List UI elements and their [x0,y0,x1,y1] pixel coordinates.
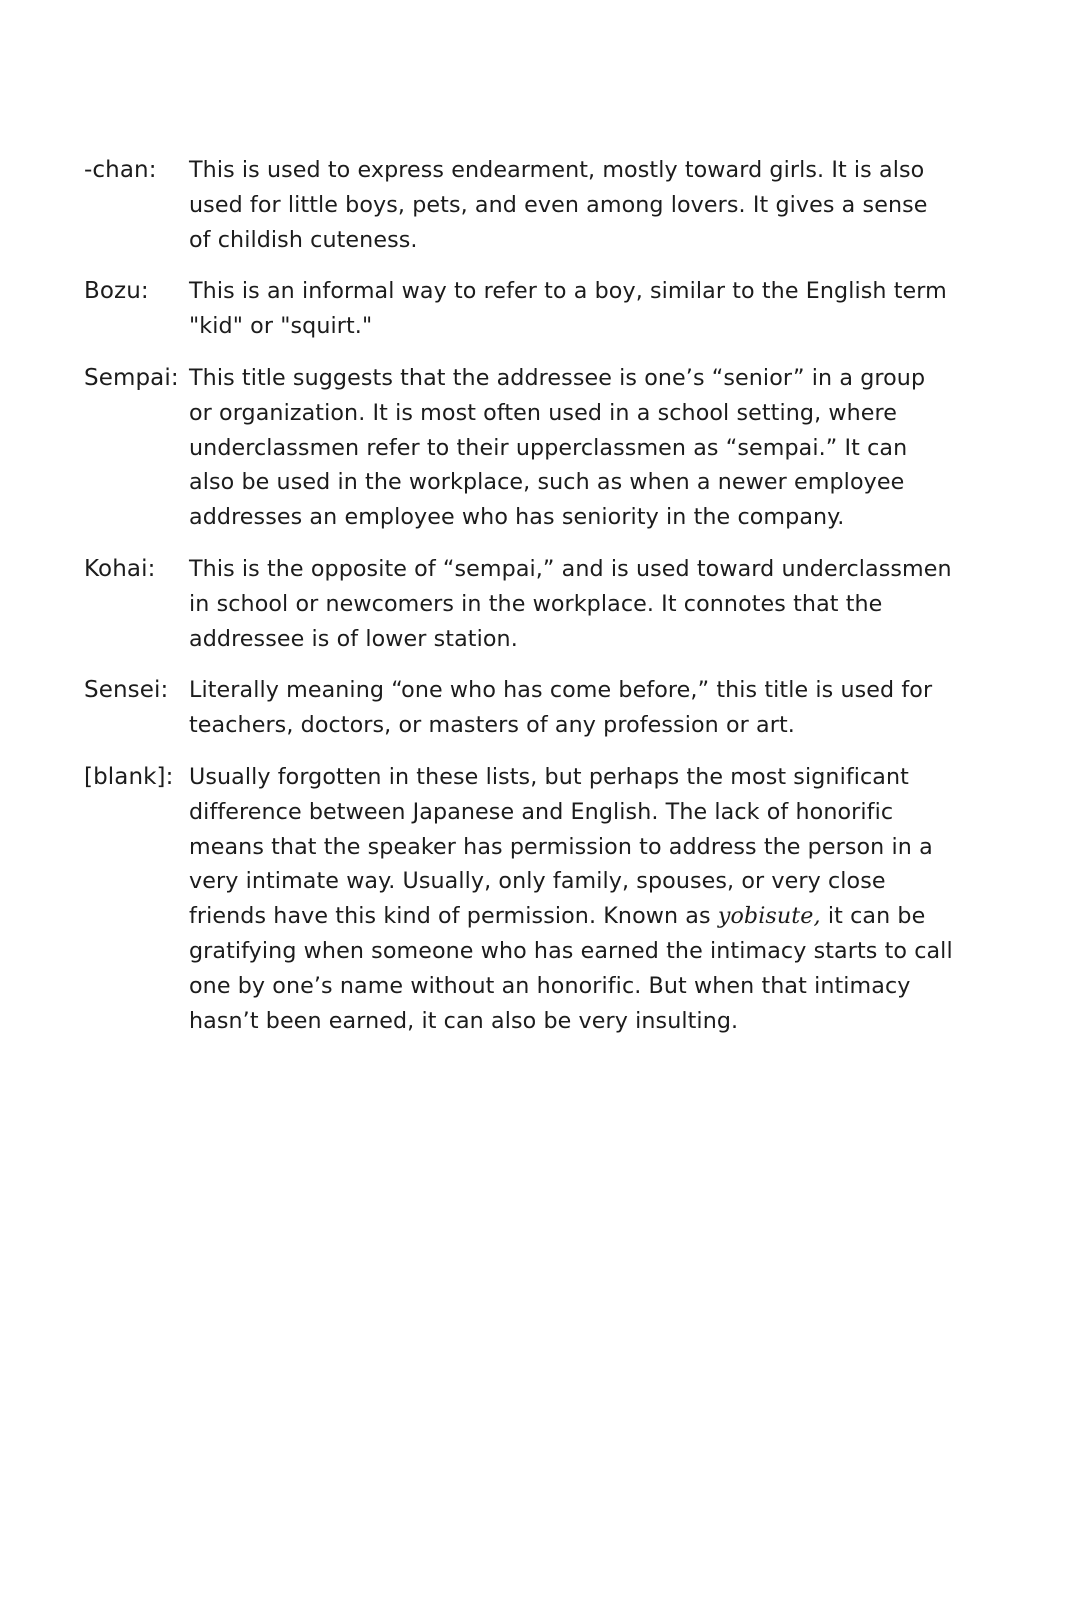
glossary-entry-sempai [84,361,954,535]
glossary-entry-chan [84,153,954,257]
term-definition [189,760,954,1038]
glossary-entry-sensei [84,673,954,743]
definition-italic-term: yobisute, [717,903,821,930]
term-definition: This is the opposite of “sempai,” and is used toward underclassmen in school or newcomers in the workplace. It connotes that the addressee is of lower station. [189,555,952,652]
term-definition: This is an informal way to refer to a boy, similar to the English term "kid" or "squirt." [189,278,947,340]
glossary-entry-blank [84,760,954,1038]
term-label: Bozu: [84,278,149,305]
term-definition: This title suggests that the addressee is one’s “senior” in a group or organization. It is most often used in a school setting, where underclassmen refer to their upperclassmen as “sempai.” It can also be used in the workplace, such as when a newer employee addresses an employee who has seniority in the company. [189,364,926,531]
term-label: Kohai: [84,555,156,582]
glossary-entry-kohai [84,552,954,656]
definition-text-before: Usually forgotten in these lists, but perhaps the most significant difference between Japanese and English. The lack of honorific means that the speaker has permission to address the person in a very intimate way. Usually, only family, spouses, or very close friends have this kind of permission. Known as [189,763,933,930]
definition-text-after: it can be gratifying when someone who has earned the intimacy starts to call one by one’s name without an honorific. But when that intimacy hasn’t been earned, it can also be very insulting. [189,903,953,1034]
honorifics-glossary [84,153,954,1055]
term-label: Sempai: [84,364,179,391]
term-label: Sensei: [84,677,169,704]
term-definition: This is used to express endearment, mostly toward girls. It is also used for little boys, pets, and even among lovers. It gives a sense of childish cuteness. [189,157,928,253]
term-label: -chan: [84,157,157,183]
term-definition: Literally meaning “one who has come before,” this title is used for teachers, doctors, or masters of any profession or art. [189,677,933,739]
glossary-entry-bozu [84,274,954,344]
term-label: [blank]: [84,763,174,790]
